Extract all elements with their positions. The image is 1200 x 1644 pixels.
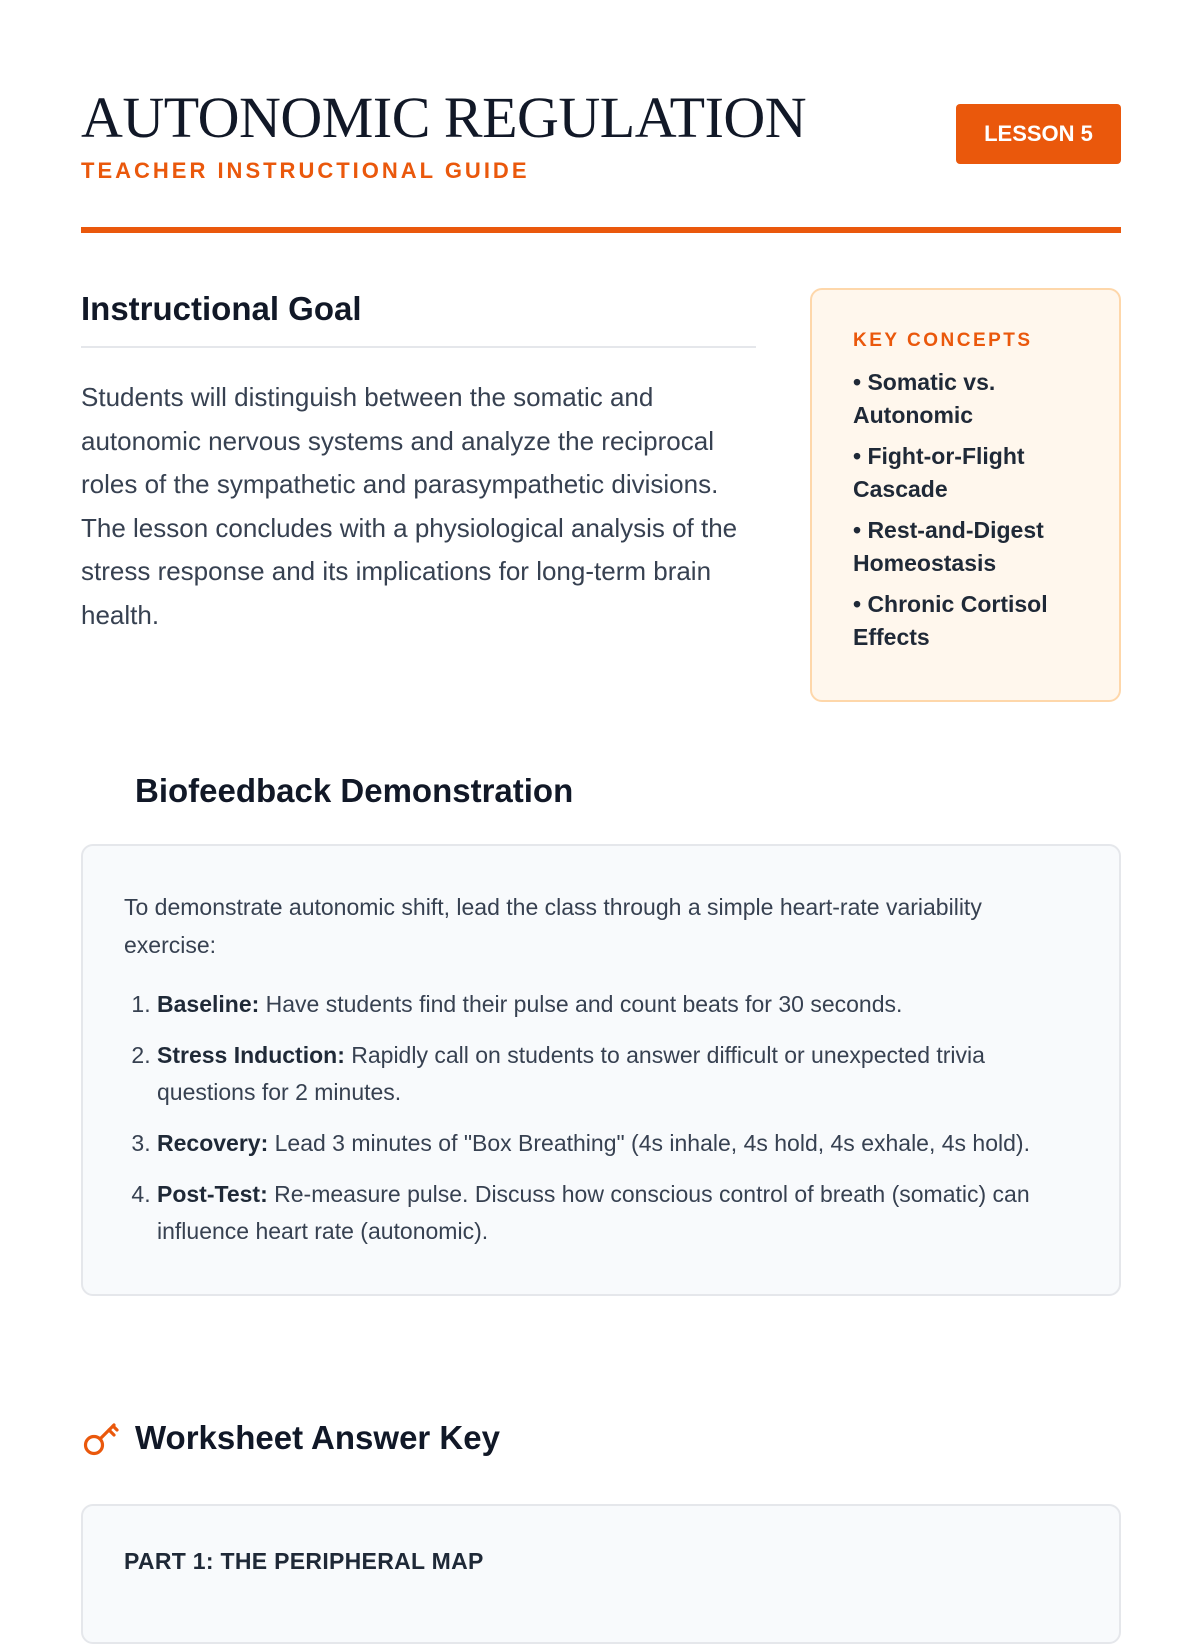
instructional-goal-section <box>81 290 756 637</box>
page-subtitle: TEACHER INSTRUCTIONAL GUIDE <box>81 158 530 183</box>
key-concept-item: • Rest-and-Digest Homeostasis <box>853 517 1044 576</box>
goal-divider <box>81 346 756 348</box>
key-concepts-box <box>810 288 1121 702</box>
answer-key-panel <box>81 1504 1121 1644</box>
lesson-badge: LESSON 5 <box>956 104 1121 164</box>
step-label: Post-Test: <box>157 1181 268 1207</box>
instructional-goal-heading: Instructional Goal <box>81 290 362 327</box>
key-concept-item: • Somatic vs. Autonomic <box>853 369 996 428</box>
step-text: Re-measure pulse. Discuss how conscious control of breath (somatic) can influence heart rate (autonomic). <box>157 1181 1030 1244</box>
answer-key-header <box>81 1418 500 1458</box>
step-item <box>157 1176 1079 1250</box>
answer-key-heading: Worksheet Answer Key <box>135 1419 500 1456</box>
step-text: Lead 3 minutes of "Box Breathing" (4s inhale, 4s hold, 4s exhale, 4s hold). <box>268 1130 1030 1156</box>
step-label: Recovery: <box>157 1130 269 1156</box>
part-1-heading: PART 1: THE PERIPHERAL MAP <box>124 1548 484 1574</box>
key-concept-item: • Chronic Cortisol Effects <box>853 591 1048 650</box>
biofeedback-intro: To demonstrate autonomic shift, lead the class through a simple heart-rate variability exercise: <box>124 894 982 958</box>
step-item <box>157 1037 1079 1111</box>
instructional-guide-page <box>81 0 1121 1574</box>
biofeedback-steps <box>124 986 1079 1250</box>
step-item <box>157 1125 1079 1162</box>
step-text: Have students find their pulse and count beats for 30 seconds. <box>259 991 903 1017</box>
page-header <box>81 0 1121 236</box>
page-title: AUTONOMIC REGULATION <box>81 85 807 150</box>
biofeedback-heading: Biofeedback Demonstration <box>135 772 574 809</box>
key-concept-item: • Fight-or-Flight Cascade <box>853 443 1025 502</box>
key-concepts-heading: KEY CONCEPTS <box>853 330 1033 351</box>
header-divider <box>81 227 1121 233</box>
step-item <box>157 986 1079 1023</box>
instructional-goal-text: Students will distinguish between the somatic and autonomic nervous systems and analyze the reciprocal roles of the sympathetic and parasympathetic divisions. The lesson concludes with a physiological analysis of the stress response and its implications for long-term brain health. <box>81 382 738 630</box>
step-label: Stress Induction: <box>157 1042 345 1068</box>
biofeedback-panel <box>81 844 1121 1296</box>
key-icon <box>81 1418 121 1458</box>
step-label: Baseline: <box>157 991 260 1017</box>
key-concepts-list <box>853 366 1079 654</box>
step-text: Rapidly call on students to answer difficult or unexpected trivia questions for 2 minutes. <box>157 1042 985 1105</box>
